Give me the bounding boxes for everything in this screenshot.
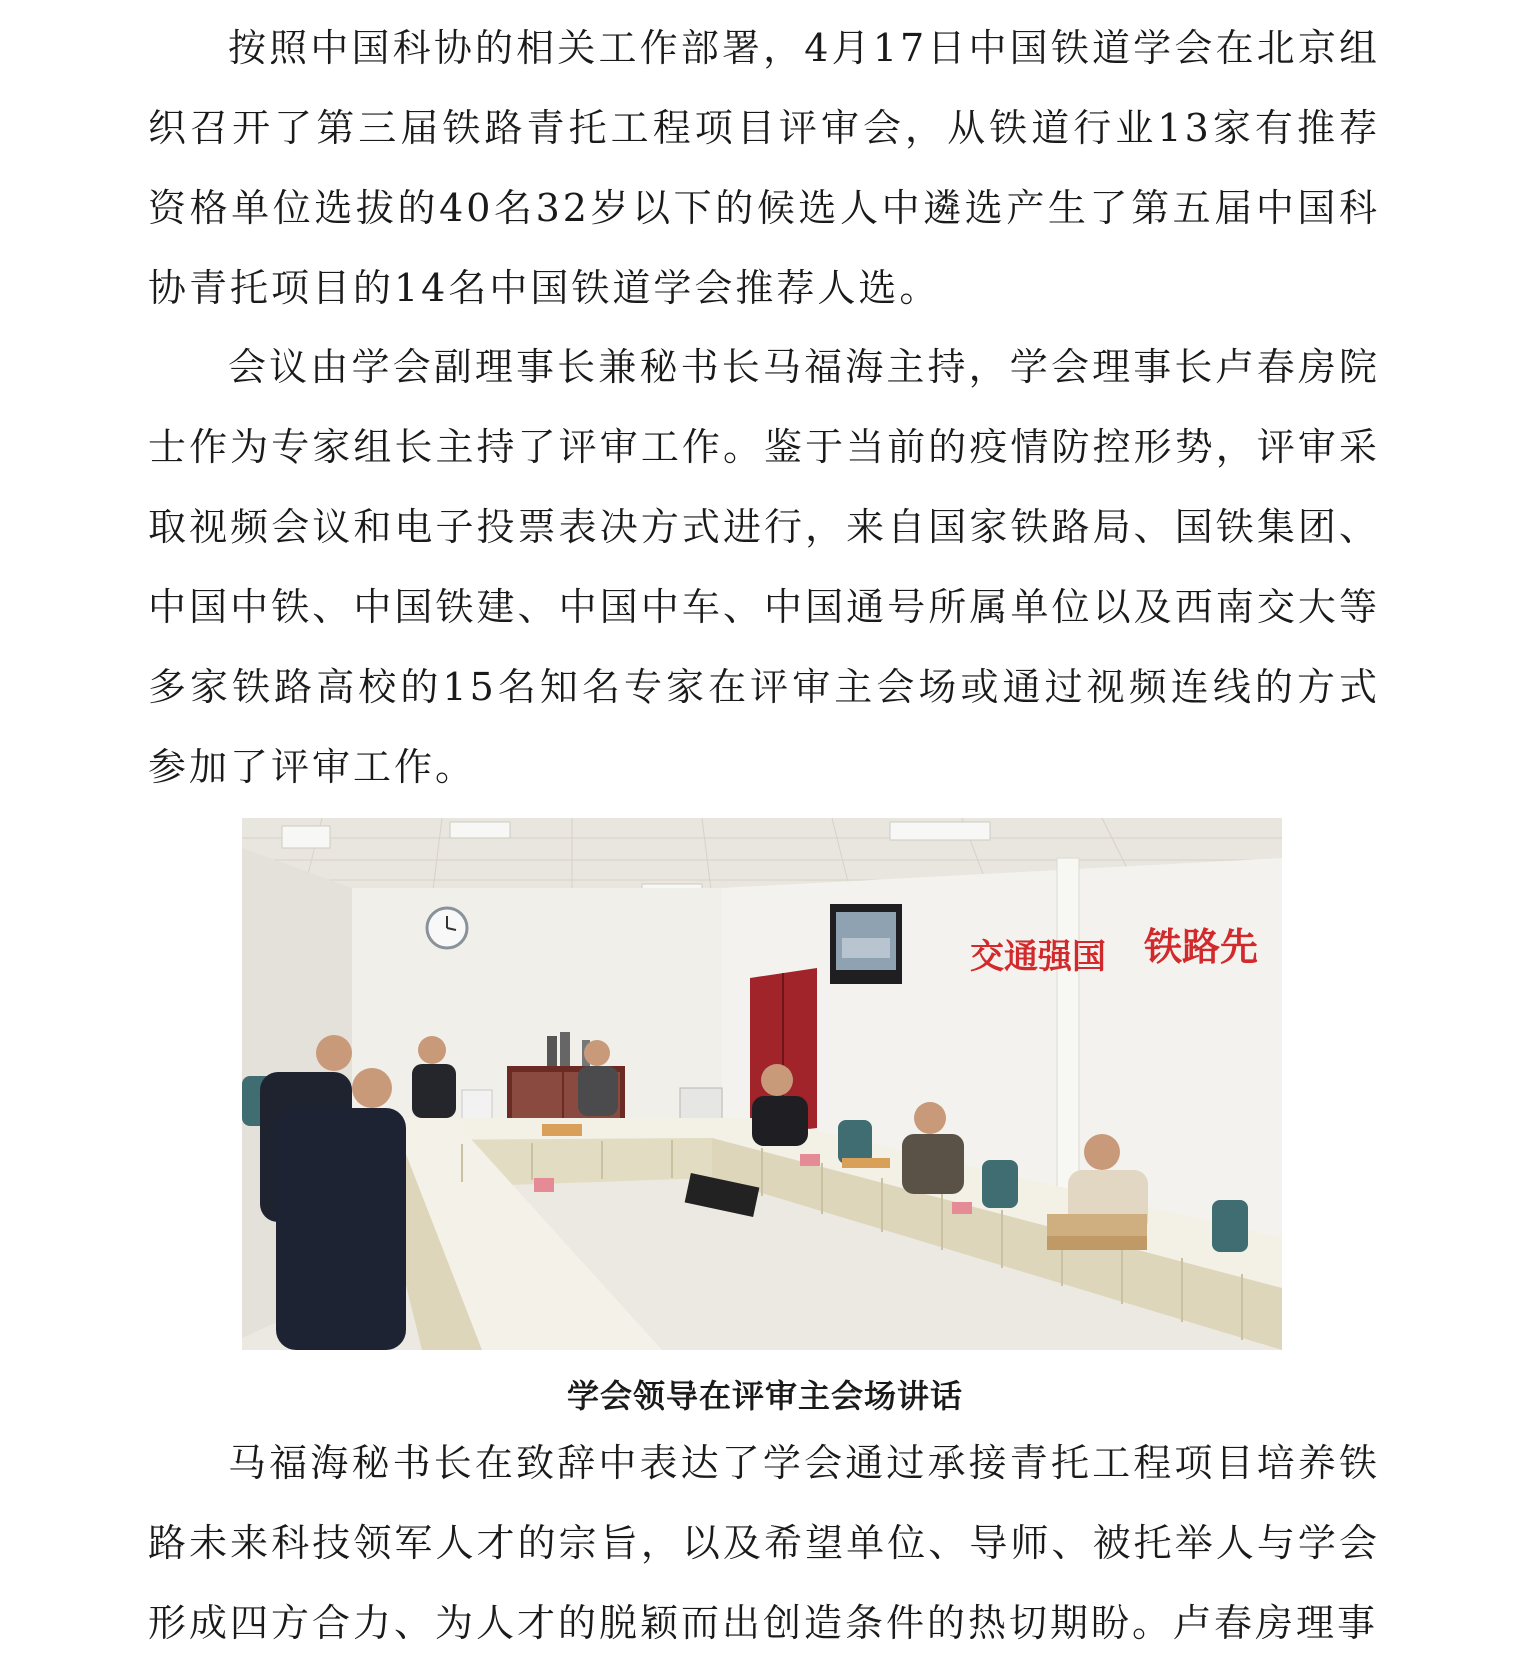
wall-banner-right: 铁路先	[1144, 925, 1259, 969]
paragraph-1: 按照中国科协的相关工作部署，4月17日中国铁道学会在北京组织召开了第三届铁路青托工程项目评审会，从铁道行业13家有推荐资格单位选拔的40名32岁以下的候选人中遴选产生了第五届中国科协青托项目的14名中国铁道学会推荐人选。	[148, 26, 1380, 310]
paragraph-2: 会议由学会副理事长兼秘书长马福海主持，学会理事长卢春房院士作为专家组长主持了评审工作。鉴于当前的疫情防控形势，评审采取视频会议和电子投票表决方式进行，来自国家铁路局、国铁集团、中国中铁、中国铁建、中国中车、中国通号所属单位以及西南交大等多家铁路高校的15名知名专家在评审主会场或通过视频连线的方式参加了评审工作。	[148, 345, 1380, 789]
wall-banner-left: 交通强国	[970, 937, 1106, 977]
photo-caption: 学会领导在评审主会场讲话	[566, 1377, 963, 1415]
paragraph-3: 马福海秘书长在致辞中表达了学会通过承接青托工程项目培养铁路未来科技领军人才的宗旨，以及希望单位、导师、被托举人与学会形成四方合力、为人才的脱颖而出创造条件的热切期盼。卢春房理事	[148, 1441, 1380, 1645]
meeting-photo	[242, 818, 1282, 1350]
